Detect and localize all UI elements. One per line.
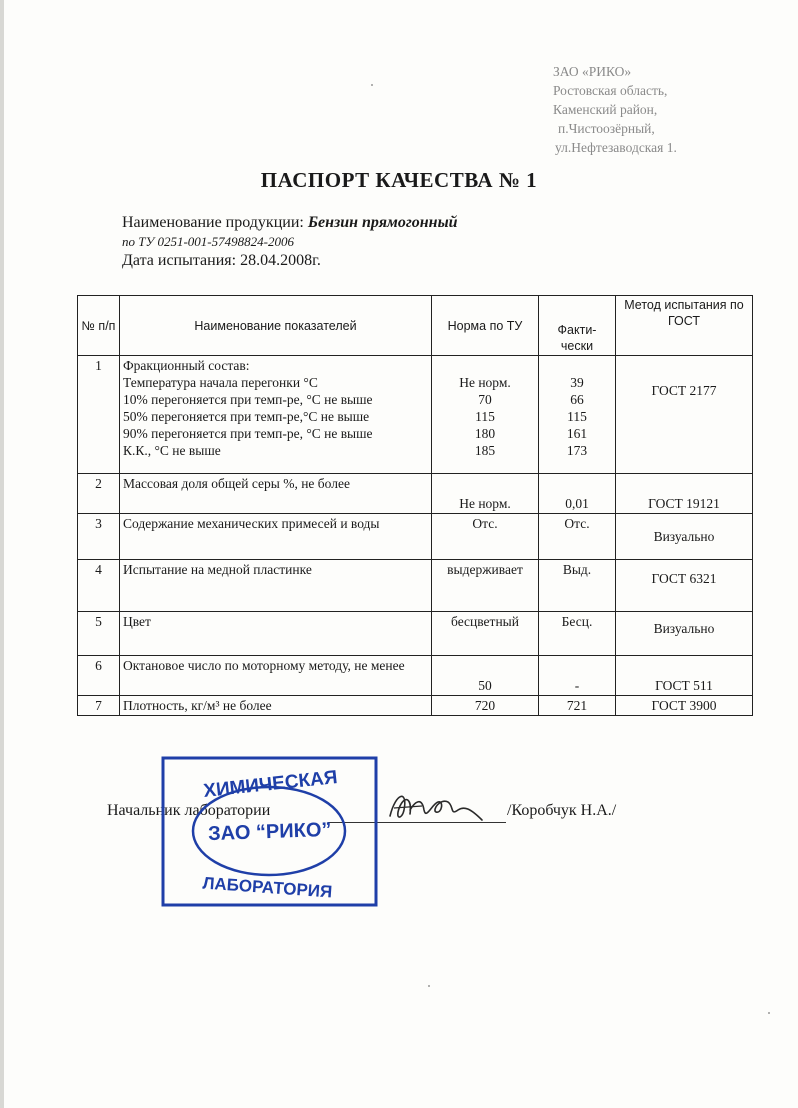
scan-speck	[768, 1012, 770, 1014]
table-row	[78, 514, 753, 560]
row-name: Плотность, кг/м³ не более	[120, 696, 432, 716]
company-address	[553, 62, 677, 157]
row-method: ГОСТ 3900	[616, 696, 753, 716]
laboratory-stamp	[161, 756, 378, 907]
header-fact: Факти-чески	[539, 296, 616, 356]
row-norm: Не норм.	[432, 474, 539, 514]
stamp-middle-text: ЗАО “РИКО”	[207, 818, 332, 846]
product-label: Наименование продукции:	[122, 214, 304, 231]
fact-line: 115	[567, 409, 587, 424]
handwritten-signature	[382, 780, 492, 830]
test-date: Дата испытания: 28.04.2008г.	[122, 252, 321, 269]
row-norm: 720	[432, 696, 539, 716]
row-num: 4	[78, 560, 120, 612]
address-line: Каменский район,	[553, 102, 658, 117]
norm-line: 180	[474, 426, 496, 441]
product-name: Бензин прямогонный	[307, 214, 458, 231]
row-num: 7	[78, 696, 120, 716]
row-fact: 721	[539, 696, 616, 716]
header-num: № п/п	[78, 296, 120, 356]
row-norm	[432, 356, 539, 474]
row-method: ГОСТ 6321	[616, 560, 753, 612]
stamp-bottom-text: ЛАБОРАТОРИЯ	[201, 873, 333, 902]
name-line: 50% перегоняется при темп-ре,°С не выше	[123, 409, 370, 424]
row-fact: Отс.	[539, 514, 616, 560]
row-method: Визуально	[616, 612, 753, 656]
name-line: 90% перегоняется при темп-ре, °С не выше	[123, 426, 373, 441]
header-name: Наименование показателей	[120, 296, 432, 356]
row-name: Испытание на медной пластинке	[120, 560, 432, 612]
name-line: Фракционный состав:	[123, 358, 250, 373]
row-method: ГОСТ 2177	[616, 356, 753, 474]
row-method: ГОСТ 511	[616, 656, 753, 696]
row-num: 1	[78, 356, 120, 474]
scan-edge	[0, 0, 4, 1108]
fact-line: 66	[570, 392, 584, 407]
table-row	[78, 356, 753, 474]
row-name: Содержание механических примесей и воды	[120, 514, 432, 560]
norm-line: 185	[474, 443, 496, 458]
row-name: Цвет	[120, 612, 432, 656]
scan-speck	[428, 985, 430, 987]
product-info	[122, 212, 458, 271]
row-name	[120, 356, 432, 474]
product-spec: по ТУ 0251-001-57498824-2006	[122, 234, 294, 249]
norm-line: 70	[478, 392, 492, 407]
product-line	[122, 212, 458, 233]
row-fact: Бесц.	[539, 612, 616, 656]
table-row	[78, 656, 753, 696]
address-line: п.Чистоозёрный,	[558, 121, 655, 136]
row-num: 6	[78, 656, 120, 696]
row-method: Визуально	[616, 514, 753, 560]
signature-role: Начальник лаборатории	[107, 802, 271, 819]
norm-line: Не норм.	[459, 375, 511, 390]
row-fact: Выд.	[539, 560, 616, 612]
row-num: 2	[78, 474, 120, 514]
address-line: Ростовская область,	[553, 83, 668, 98]
fact-line: 39	[570, 375, 584, 390]
row-norm: выдерживает	[432, 560, 539, 612]
row-name: Октановое число по моторному методу, не менее	[120, 656, 432, 696]
address-line: ЗАО «РИКО»	[553, 64, 632, 79]
name-line: 10% перегоняется при темп-ре, °С не выше	[123, 392, 373, 407]
stamp-top-text: ХИМИЧЕСКАЯ	[202, 767, 339, 803]
table-row	[78, 474, 753, 514]
row-norm: Отс.	[432, 514, 539, 560]
row-norm: 50	[432, 656, 539, 696]
table-row	[78, 560, 753, 612]
table-row	[78, 612, 753, 656]
fact-line: 161	[566, 426, 588, 441]
signature-name: /Коробчук Н.А./	[507, 802, 617, 819]
header-norm: Норма по ТУ	[432, 296, 539, 356]
row-fact: -	[539, 656, 616, 696]
row-method: ГОСТ 19121	[616, 474, 753, 514]
row-name: Массовая доля общей серы %, не более	[120, 474, 432, 514]
quality-table	[77, 295, 753, 716]
table-header-row	[78, 296, 753, 356]
row-num: 5	[78, 612, 120, 656]
name-line: К.К., °С не выше	[123, 443, 221, 458]
header-method: Метод испытания по ГОСТ	[616, 296, 753, 356]
fact-line: 173	[566, 443, 588, 458]
row-fact: 0,01	[539, 474, 616, 514]
norm-line: 115	[475, 409, 495, 424]
row-num: 3	[78, 514, 120, 560]
scan-speck	[371, 84, 373, 86]
address-line: ул.Нефтезаводская 1.	[555, 140, 677, 155]
name-line: Температура начала перегонки °С	[123, 375, 318, 390]
table-row	[78, 696, 753, 716]
row-fact	[539, 356, 616, 474]
document-title: ПАСПОРТ КАЧЕСТВА № 1	[260, 168, 538, 192]
row-norm: бесцветный	[432, 612, 539, 656]
